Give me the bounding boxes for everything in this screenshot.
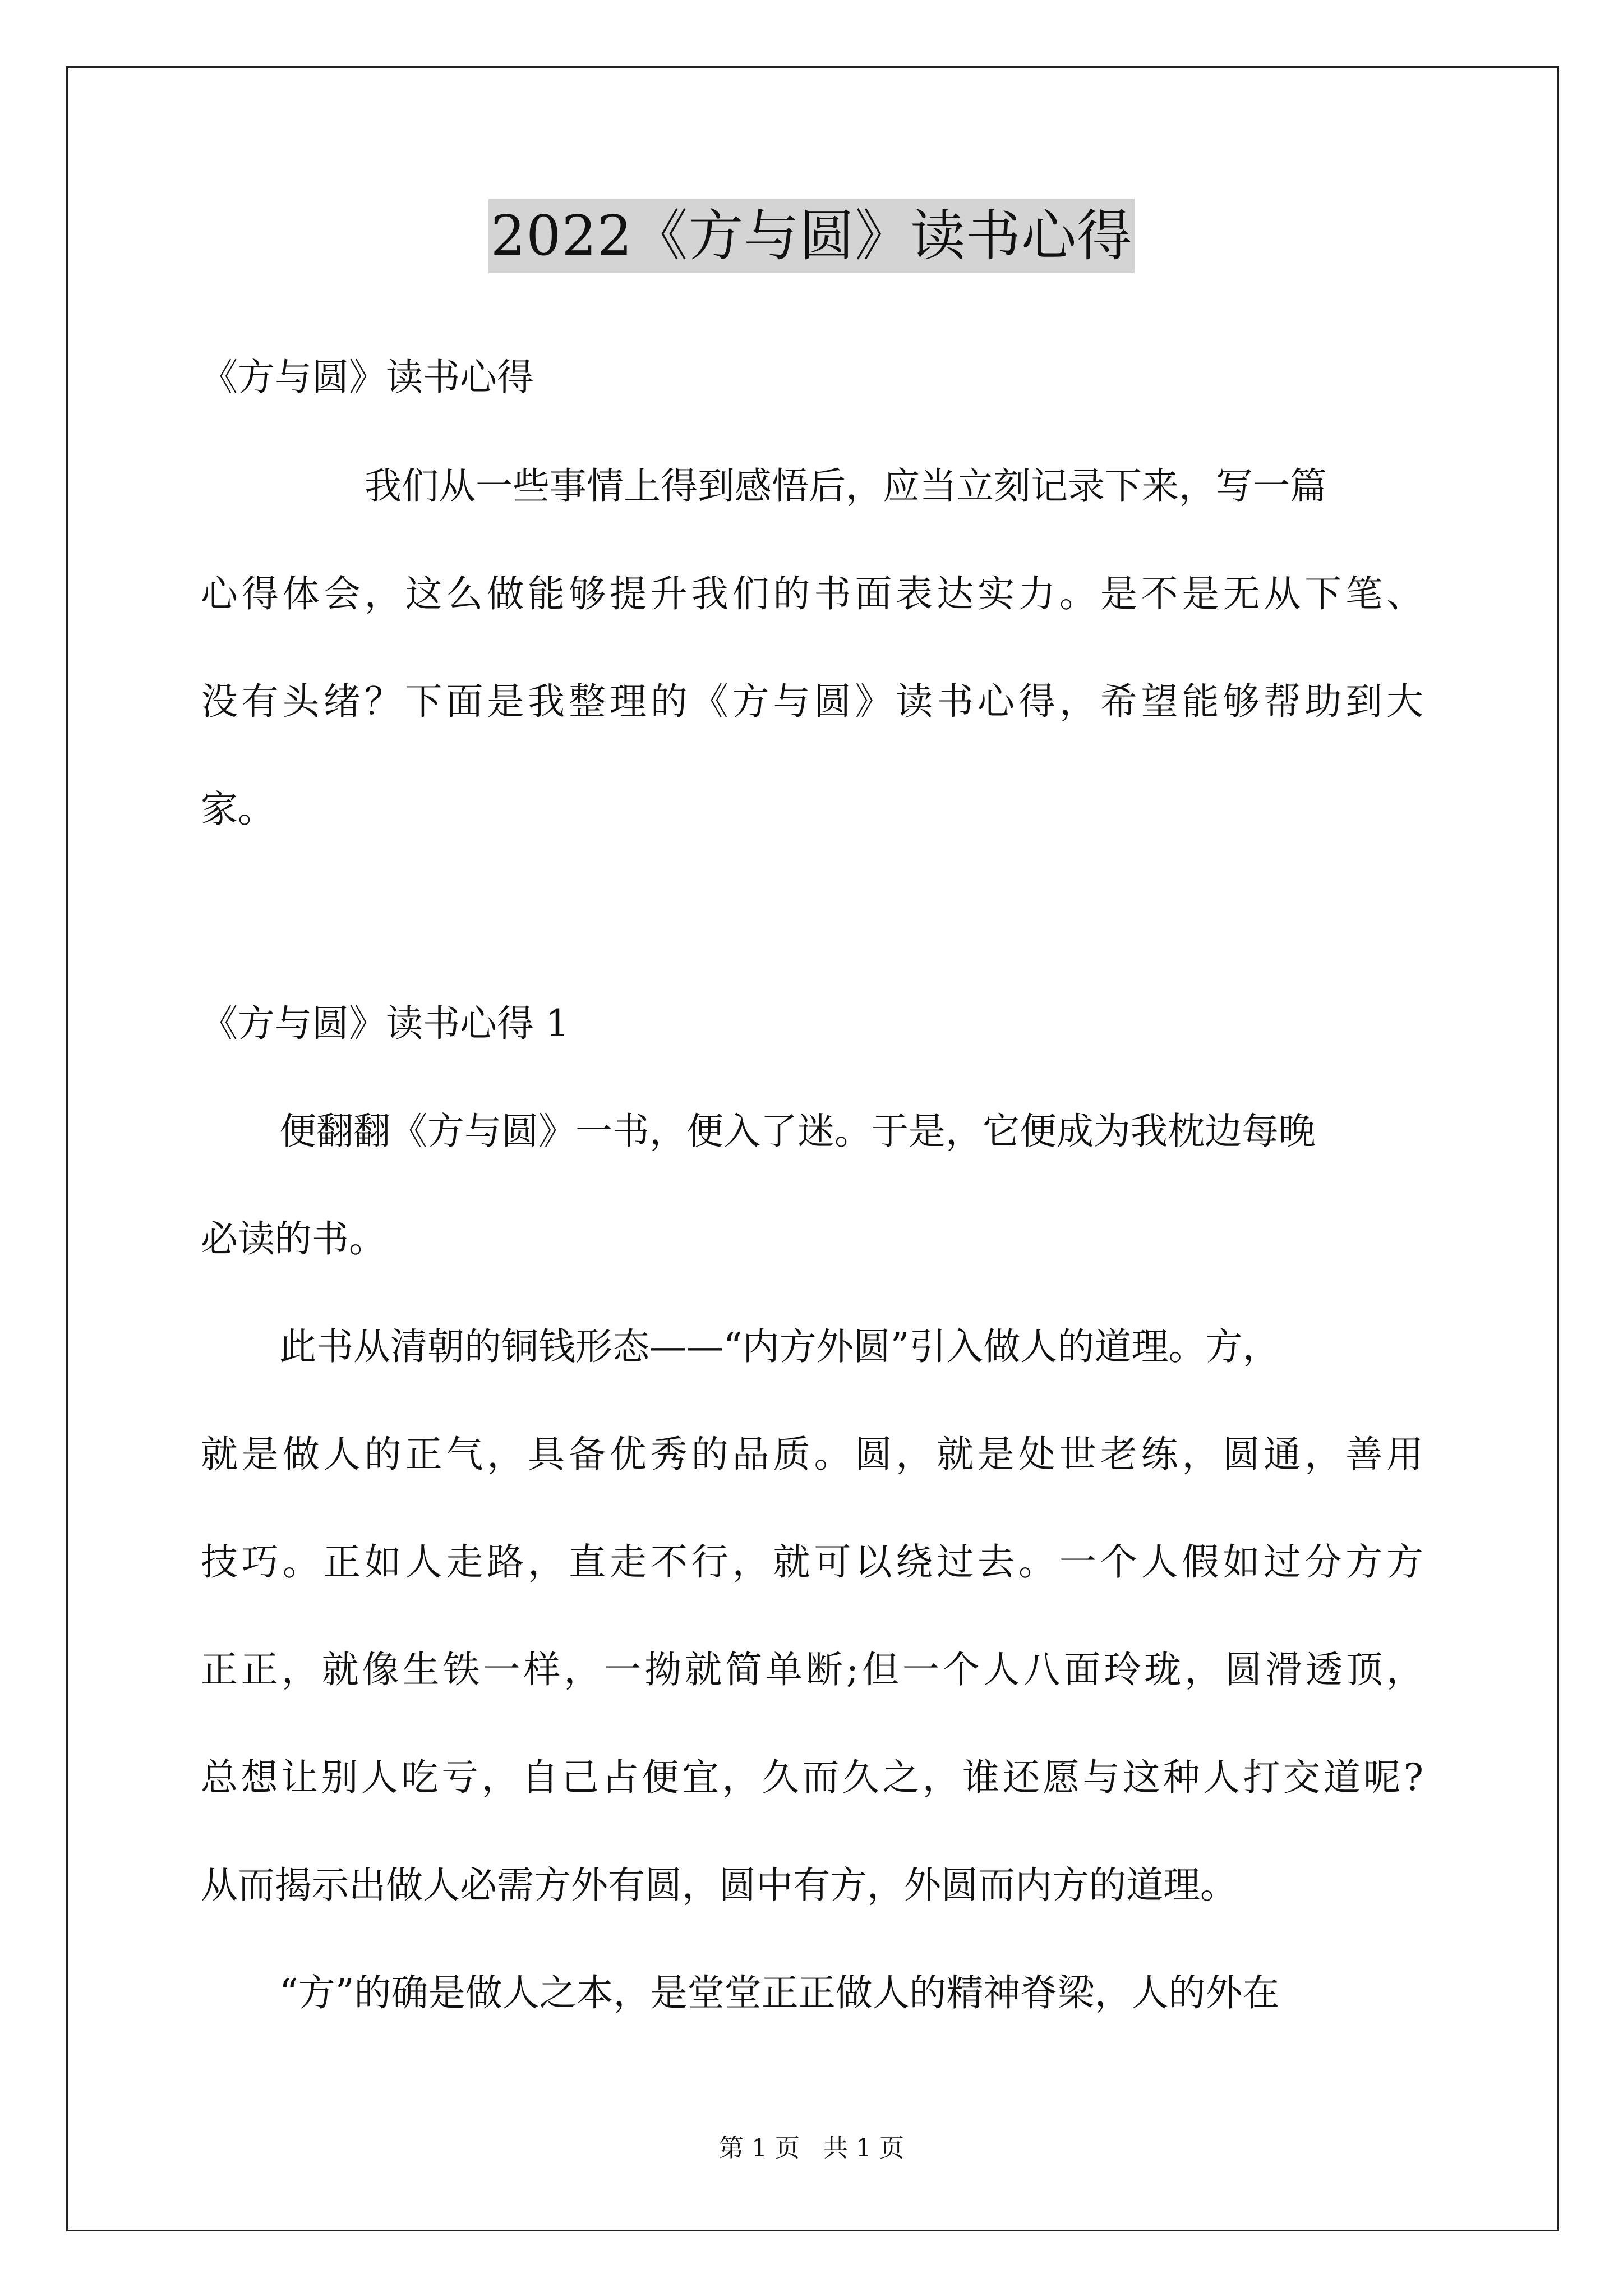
document-title: 2022《方与圆》读书心得 [488,199,1135,273]
body-line-2: 必读的书。 [201,1217,386,1260]
intro-line-1: 我们从一些事情上得到感悟后，应当立刻记录下来，写一篇 [365,464,1327,508]
intro-line-2: 心得体会，这么做能够提升我们的书面表达实力。是不是无从下笔、 [201,572,1423,615]
intro-line-3: 没有头绪？下面是我整理的《方与圆》读书心得，希望能够帮助到大 [201,680,1423,723]
body-line-5: 技巧。正如人走路，直走不行，就可以绕过去。一个人假如过分方方 [201,1540,1423,1584]
section-heading: 《方与圆》读书心得 1 [201,1002,569,1045]
body-line-8: 从而揭示出做人必需方外有圆，圆中有方，外圆而内方的道理。 [201,1864,1237,1907]
body-line-6: 正正，就像生铁一样，一拗就简单断;但一个人八面玲珑，圆滑透顶， [201,1648,1423,1691]
body-line-7: 总想让别人吃亏，自己占便宜，久而久之，谁还愿与这种人打交道呢? [201,1756,1423,1799]
body-line-3: 此书从清朝的铜钱形态——“内方外圆”引入做人的道理。方， [279,1325,1280,1368]
intro-line-4: 家。 [201,788,275,831]
page-footer [0,2132,1623,2165]
title-container [0,199,1623,273]
body-line-4: 就是做人的正气，具备优秀的品质。圆，就是处世老练，圆通，善用 [201,1433,1423,1476]
body-line-1: 便翻翻《方与圆》一书，便入了迷。于是，它便成为我枕边每晚 [279,1110,1316,1153]
subtitle: 《方与圆》读书心得 [201,356,534,399]
body-line-9: “方”的确是做人之本，是堂堂正正做人的精神脊梁，人的外在 [279,1971,1280,2014]
page-total: 共 1 页 [823,2134,904,2162]
page-number: 第 1 页 [719,2134,800,2162]
